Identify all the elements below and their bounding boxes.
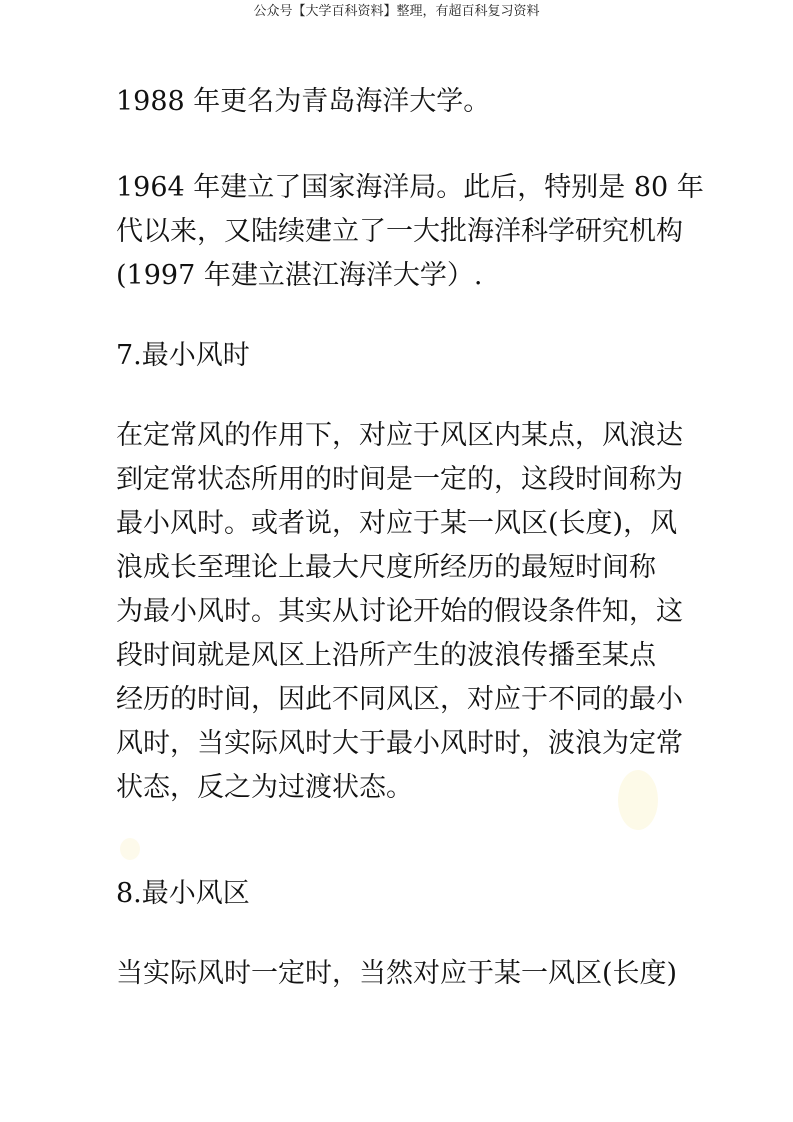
background-blot [120,838,140,860]
section-heading-7 [116,334,686,378]
paragraph-renamed-1988 [116,80,686,124]
text-line: (1997 年建立湛江海洋大学）. [116,260,483,291]
text-line: 状态，反之为过渡状态。 [116,772,413,803]
section-heading-8 [116,872,686,916]
text-line: 最小风时。或者说，对应于某一风区(长度)，风 [116,508,678,539]
text-line: 在定常风的作用下，对应于风区内某点，风浪达 [116,420,683,451]
text-line: 经历的时间，因此不同风区，对应于不同的最小 [116,684,683,715]
text-line: 到定常状态所用的时间是一定的，这段时间称为 [116,464,683,495]
paragraph-min-wind-duration [116,414,686,810]
heading-text: 8.最小风区 [116,878,250,909]
header-banner: 公众号【大学百科资料】整理，有超百科复习资料 [253,4,540,19]
text-line: 段时间就是风区上沿所产生的波浪传播至某点 [116,640,656,671]
text-line: 为最小风时。其实从讨论开始的假设条件知，这 [116,596,683,627]
text-line: 浪成长至理论上最大尺度所经历的最短时间称 [116,552,656,583]
text-line: 当实际风时一定时，当然对应于某一风区(长度) [116,958,678,989]
text-line: 风时，当实际风时大于最小风时时，波浪为定常 [116,728,683,759]
text-line: 1964 年建立了国家海洋局。此后，特别是 80 年 [116,172,704,203]
text-line: 1988 年更名为青岛海洋大学。 [116,86,491,117]
paragraph-oceanic-bureau [116,166,704,298]
heading-text: 7.最小风时 [116,340,250,371]
paragraph-min-fetch [116,952,686,996]
text-line: 代以来，又陆续建立了一大批海洋科学研究机构 [116,216,683,247]
